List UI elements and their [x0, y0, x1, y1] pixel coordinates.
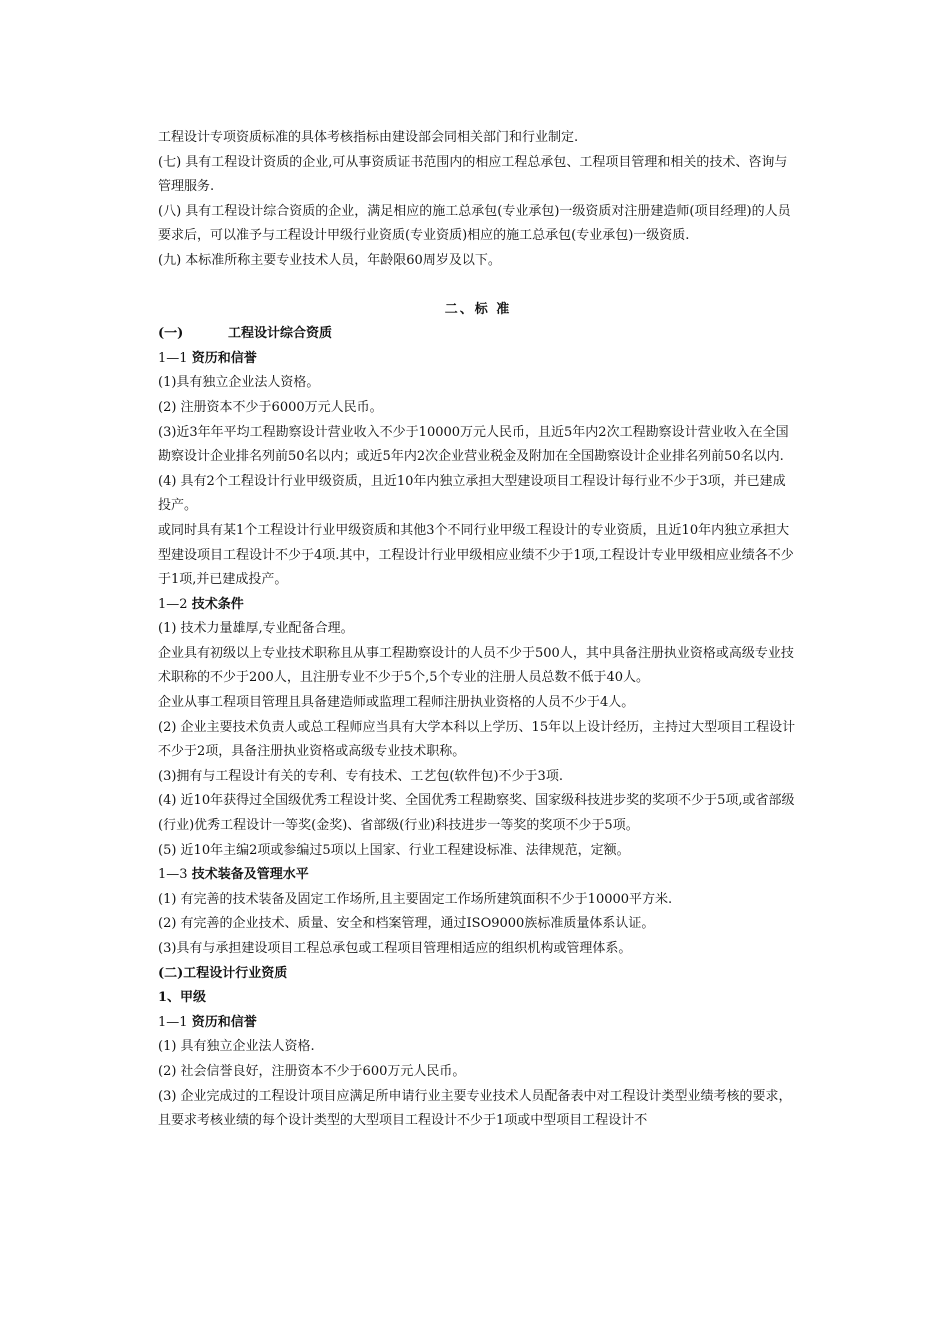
paragraph: (3) 企业完成过的工程设计项目应满足所申请行业主要专业技术人员配备表中对工程设计类型业绩考核的要求，且要求考核业绩的每个设计类型的大型项目工程设计不少于1项或中型项目工程设计不 — [158, 1088, 792, 1129]
paragraph: 或同时具有某1个工程设计行业甲级资质和其他3个不同行业甲级工程设计的专业资质，且近10年内独立承担大型建设项目工程设计不少于4项.其中，工程设计行业甲级相应业绩不少于1项,工程设计专业甲级相应业绩各不少于1项,并已建成投产。 — [158, 522, 794, 588]
clause-title: 资历和信誉 — [191, 350, 257, 366]
paragraph: 工程设计专项资质标准的具体考核指标由建设部会同相关部门和行业制定. — [158, 130, 579, 145]
clause-number: 1—1 — [158, 350, 192, 366]
paragraph: (3)拥有与工程设计有关的专利、专有技术、工艺包(软件包)不少于3项. — [158, 768, 563, 784]
paragraph: (4) 具有2个工程设计行业甲级资质，且近10年内独立承担大型建设项目工程设计每行业不少于3项，并已建成投产。 — [158, 473, 786, 514]
clause-heading — [158, 863, 798, 888]
clause-heading — [158, 593, 798, 618]
clause-number: 1—1 — [158, 1014, 192, 1030]
spacer — [158, 274, 798, 298]
level-heading: 1、甲级 — [158, 990, 207, 1006]
paragraph: (5) 近10年主编2项或参编过5项以上国家、行业工程建设标准、法律规范，定额。 — [158, 842, 630, 858]
subsection-heading: (二)工程设计行业资质 — [158, 965, 288, 981]
paragraph: (1) 有完善的技术装备及固定工作场所,且主要固定工作场所建筑面积不少于10000平方米. — [158, 891, 673, 907]
subsection-heading — [158, 322, 798, 347]
clause-heading — [158, 1011, 798, 1036]
paragraph: (七) 具有工程设计资质的企业,可从事资质证书范围内的相应工程总承包、工程项目管理和相关的技术、咨询与管理服务. — [158, 154, 788, 195]
paragraph: (2) 注册资本不少于6000万元人民币。 — [158, 399, 383, 415]
paragraph: (九) 本标准所称主要专业技术人员，年龄限60周岁及以下。 — [158, 252, 501, 268]
paragraph: (3)近3年年平均工程勘察设计营业收入不少于10000万元人民币，且近5年内2次工程勘察设计营业收入在全国勘察设计企业排名列前50名以内；或近5年内2次企业营业税金及附加在全国勘察设计企业排名列前50名以内. — [158, 424, 789, 465]
paragraph: (1)具有独立企业法人资格。 — [158, 375, 320, 391]
paragraph: (2) 有完善的企业技术、质量、安全和档案管理，通过ISO9000族标准质量体系认证。 — [158, 916, 655, 932]
subsection-number: (一) — [158, 326, 184, 342]
subsection-title: 工程设计综合资质 — [228, 326, 333, 342]
paragraph: (八) 具有工程设计综合资质的企业，满足相应的施工总承包(专业承包)一级资质对注册建造师(项目经理)的人员要求后，可以准予与工程设计甲级行业资质(专业资质)相应的施工总承包(专业承包)一级资质. — [158, 203, 791, 244]
paragraph: (4) 近10年获得过全国级优秀工程设计奖、全国优秀工程勘察奖、国家级科技进步奖的奖项不少于5项,或省部级(行业)优秀工程设计一等奖(金奖)、省部级(行业)科技进步一等奖的奖项不少于5项。 — [158, 793, 795, 834]
paragraph: 企业从事工程项目管理且具备建造师或监理工程师注册执业资格的人员不少于4人。 — [158, 695, 635, 711]
document-page — [158, 126, 798, 1134]
paragraph: (3)具有与承担建设项目工程总承包或工程项目管理相适应的组织机构或管理体系。 — [158, 941, 632, 956]
section-heading: 二、标 准 — [444, 301, 512, 317]
paragraph: (1) 具有独立企业法人资格. — [158, 1039, 315, 1055]
clause-title: 技术装备及管理水平 — [191, 867, 309, 883]
clause-title: 技术条件 — [191, 596, 244, 612]
paragraph: (2) 企业主要技术负责人或总工程师应当具有大学本科以上学历、15年以上设计经历，主持过大型项目工程设计不少于2项，具备注册执业资格或高级专业技术职称。 — [158, 719, 796, 760]
clause-title: 资历和信誉 — [191, 1014, 257, 1030]
paragraph: (1) 技术力量雄厚,专业配备合理。 — [158, 621, 354, 637]
clause-number: 1—2 — [158, 596, 192, 612]
paragraph: (2) 社会信誉良好，注册资本不少于600万元人民币。 — [158, 1063, 466, 1079]
clause-number: 1—3 — [158, 867, 192, 883]
paragraph: 企业具有初级以上专业技术职称且从事工程勘察设计的人员不少于500人，其中具备注册执业资格或高级专业技术职称的不少于200人，且注册专业不少于5个,5个专业的注册人员总数不低于40人。 — [158, 645, 794, 686]
clause-heading — [158, 347, 798, 372]
